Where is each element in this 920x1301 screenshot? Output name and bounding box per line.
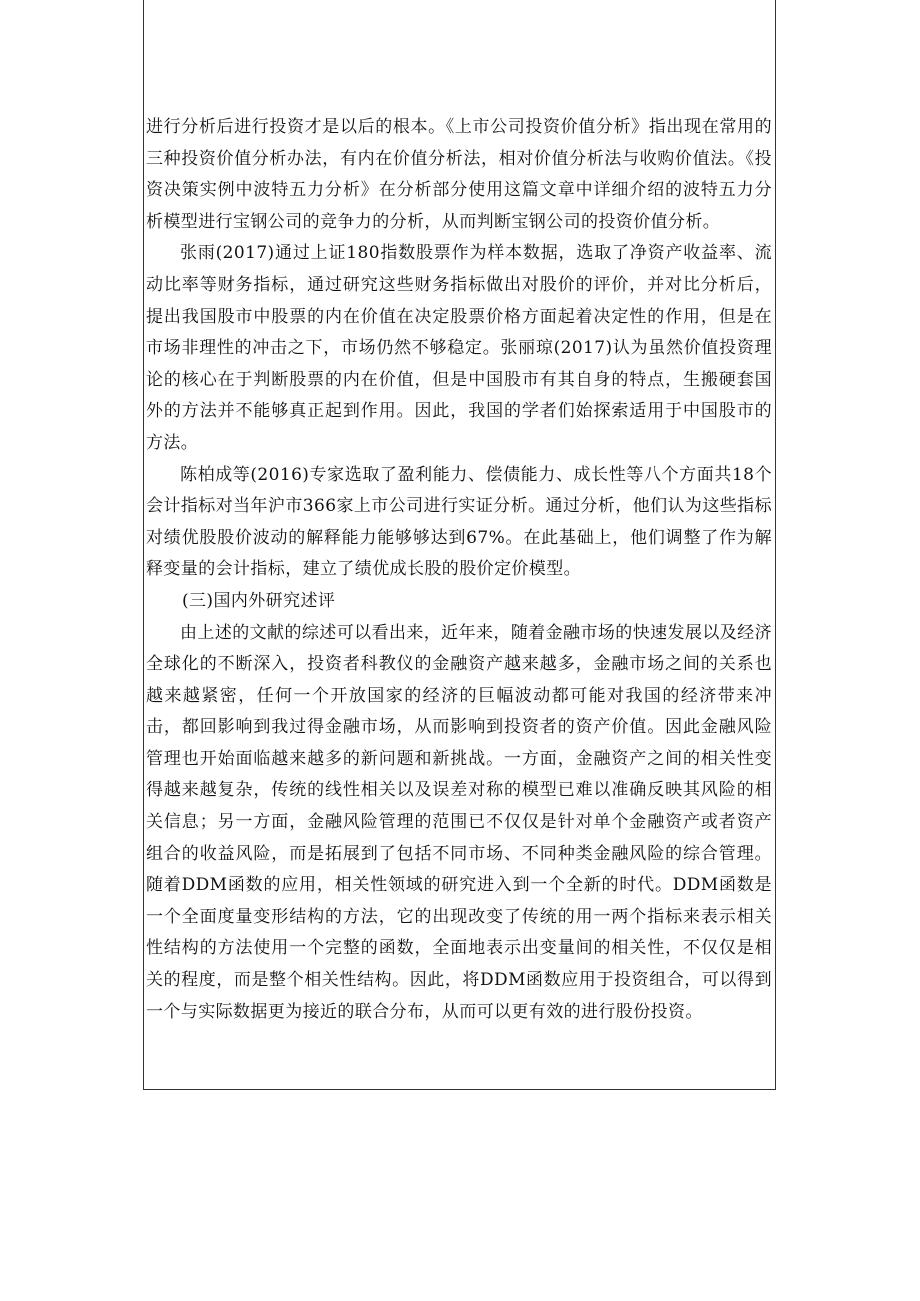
paragraph-zhang-yu: 张雨(2017)通过上证180指数股票作为样本数据，选取了净资产收益率、流动比率等财务指标，通过研究这些财务指标做出对股价的评价，并对比分析后，提出我国股市中股票的内在价值在决定股票价格方面起着决定性的作用，但是在市场非理性的冲击之下，市场仍然不够稳定。张丽琼(2017)认为虽然价值投资理论的核心在于判断股票的内在价值，但是中国股市有其自身的特点，生搬硬套国外的方法并不能够真正起到作用。因此，我国的学者们始探索适用于中国股市的方法。 — [146, 243, 772, 453]
document-body — [146, 112, 772, 1028]
paragraph-continuation: 进行分析后进行投资才是以后的根本。《上市公司投资价值分析》指出现在常用的三种投资价值分析办法，有内在价值分析法，相对价值分析法与收购价值法。《投资决策实例中波特五力分析》在分析部分使用这篇文章中详细介绍的波特五力分析模型进行宝钢公司的竞争力的分析，从而判断宝钢公司的投资价值分析。 — [146, 117, 772, 232]
paragraph-chen-baicheng: 陈柏成等(2016)专家选取了盈利能力、偿债能力、成长性等八个方面共18个会计指标对当年沪市366家上市公司进行实证分析。通过分析，他们认为这些指标对绩优股股价波动的解释能力能够够达到67%。在此基础上，他们调整了作为解释变量的会计指标，建立了绩优成长股的股价定价模型。 — [146, 464, 772, 580]
section-heading: (三)国内外研究述评 — [182, 590, 336, 611]
paragraph-review: 由上述的文献的综述可以看出来，近年来，随着金融市场的快速发展以及经济全球化的不断深入，投资者科教仪的金融资产越来越多，金融市场之间的关系也越来越紧密，任何一个开放国家的经济的巨幅波动都可能对我国的经济带来冲击，都回影响到我过得金融市场，从而影响到投资者的资产价值。因此金融风险管理也开始面临越来越多的新问题和新挑战。一方面，金融资产之间的相关性变得越来越复杂，传统的线性相关以及误差对称的模型已难以准确反映其风险的相关信息；另一方面，金融风险管理的范围已不仅仅是针对单个金融资产或者资产组合的收益风险，而是拓展到了包括不同市场、不同种类金融风险的综合管理。随着DDM函数的应用，相关性领域的研究进入到一个全新的时代。DDM函数是一个全面度量变形结构的方法，它的出现改变了传统的用一两个指标来表示相关性结构的方法使用一个完整的函数，全面地表示出变量间的相关性，不仅仅是相关的程度，而是整个相关性结构。因此，将DDM函数应用于投资组合，可以得到一个与实际数据更为接近的联合分布，从而可以更有效的进行股份投资。 — [146, 622, 772, 1022]
